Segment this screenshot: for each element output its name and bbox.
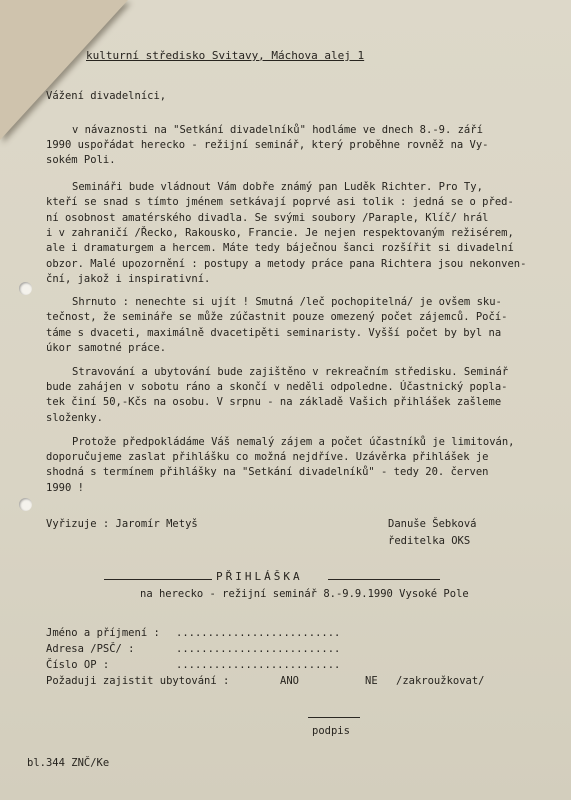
signatory-name: Danuše Šebková: [388, 518, 477, 530]
option-no[interactable]: NE: [365, 675, 378, 687]
punch-hole-bottom: [19, 498, 32, 511]
body-line: kteří se snad s tímto jménem setkávají poprvé asi tolik : jedná se o před-: [46, 196, 514, 208]
form-subtitle: na herecko - režijní seminář 8.-9.9.1990 Vysoké Pole: [140, 588, 469, 600]
body-line: shodná s termínem přihlášky na "Setkání divadelníků" - tedy 20. červen: [46, 466, 489, 478]
signature-label: podpis: [312, 725, 350, 737]
body-line: Shrnuto : nenechte si ujít ! Smutná /leč pochopitelná/ je ovšem sku-: [72, 296, 502, 308]
body-line: bude zahájen v sobotu ráno a skončí v neděli odpoledne. Účastnický popla-: [46, 381, 508, 393]
body-line: ní osobnost amatérského divadla. Se svými soubory /Paraple, Klíč/ hrál: [46, 212, 489, 224]
body-line: sokém Poli.: [46, 154, 116, 166]
body-line: 1990 !: [46, 482, 84, 494]
body-line: tečnost, že semináře se může zúčastnit pouze omezený počet zájemců. Počí-: [46, 311, 508, 323]
body-line: obzor. Malé upozornění : postupy a metody práce pana Richtera jsou nekonven-: [46, 258, 527, 270]
body-line: Semináři bude vládnout Vám dobře známý pan Luděk Richter. Pro Ty,: [72, 181, 483, 193]
body-line: složenky.: [46, 412, 103, 424]
title-rule-left: [104, 579, 212, 580]
body-line: Protože předpokládáme Váš nemalý zájem a počet účastníků je limitován,: [72, 436, 515, 448]
form-field-blank-id[interactable]: ..........................: [176, 659, 341, 671]
body-line: doporučujeme zaslat přihlášku co možná nejdříve. Uzávěrka přihlášek je: [46, 451, 489, 463]
body-line: i v zahraničí /Řecko, Rakousko, Francie. Je nejen respektovaným režisérem,: [46, 227, 514, 239]
salutation: Vážení divadelníci,: [46, 90, 167, 102]
handled-by: Vyřizuje : Jaromír Metyš: [46, 518, 198, 530]
option-yes[interactable]: ANO: [280, 675, 299, 687]
body-line: 1990 uspořádat herecko - režijní seminář, který proběhne rovněž na Vy-: [46, 139, 489, 151]
body-line: táme s dvaceti, maximálně dvacetipěti seminaristy. Vyšší počet by byl na: [46, 327, 502, 339]
form-field-label-address: Adresa /PSČ/ :: [46, 643, 135, 655]
body-line: ční, jakož i inspirativní.: [46, 273, 211, 285]
punch-hole-top: [19, 282, 32, 295]
title-rule-right: [328, 579, 440, 580]
body-line: ale i dramaturgem a hercem. Máte tedy báječnou šanci rozšířit si divadelní: [46, 242, 514, 254]
form-field-blank-address[interactable]: ..........................: [176, 643, 341, 655]
signatory-role: ředitelka OKS: [388, 535, 471, 547]
org-header: kulturní středisko Svitavy, Máchova alej 1: [86, 49, 365, 62]
signature-line: [308, 717, 360, 718]
form-field-label-name: Jméno a příjmení :: [46, 627, 160, 639]
accommodation-label: Požaduji zajistit ubytování :: [46, 675, 230, 687]
body-line: Stravování a ubytování bude zajištěno v rekreačním středisku. Seminář: [72, 366, 509, 378]
footer-reference: bl.344 ZNČ/Ke: [27, 757, 110, 769]
body-line: v návaznosti na "Setkání divadelníků" hodláme ve dnech 8.-9. září: [72, 124, 483, 136]
form-field-label-id: Číslo OP :: [46, 659, 110, 671]
body-line: tek činí 50,-Kčs na osobu. V srpnu - na základě Vašich přihlášek zašleme: [46, 396, 502, 408]
form-field-blank-name[interactable]: ..........................: [176, 627, 341, 639]
form-title: PŘIHLÁŠKA: [216, 570, 303, 583]
folded-corner: [0, 0, 128, 140]
body-line: úkor samotné práce.: [46, 342, 167, 354]
circle-instruction: /zakroužkovat/: [396, 675, 485, 687]
